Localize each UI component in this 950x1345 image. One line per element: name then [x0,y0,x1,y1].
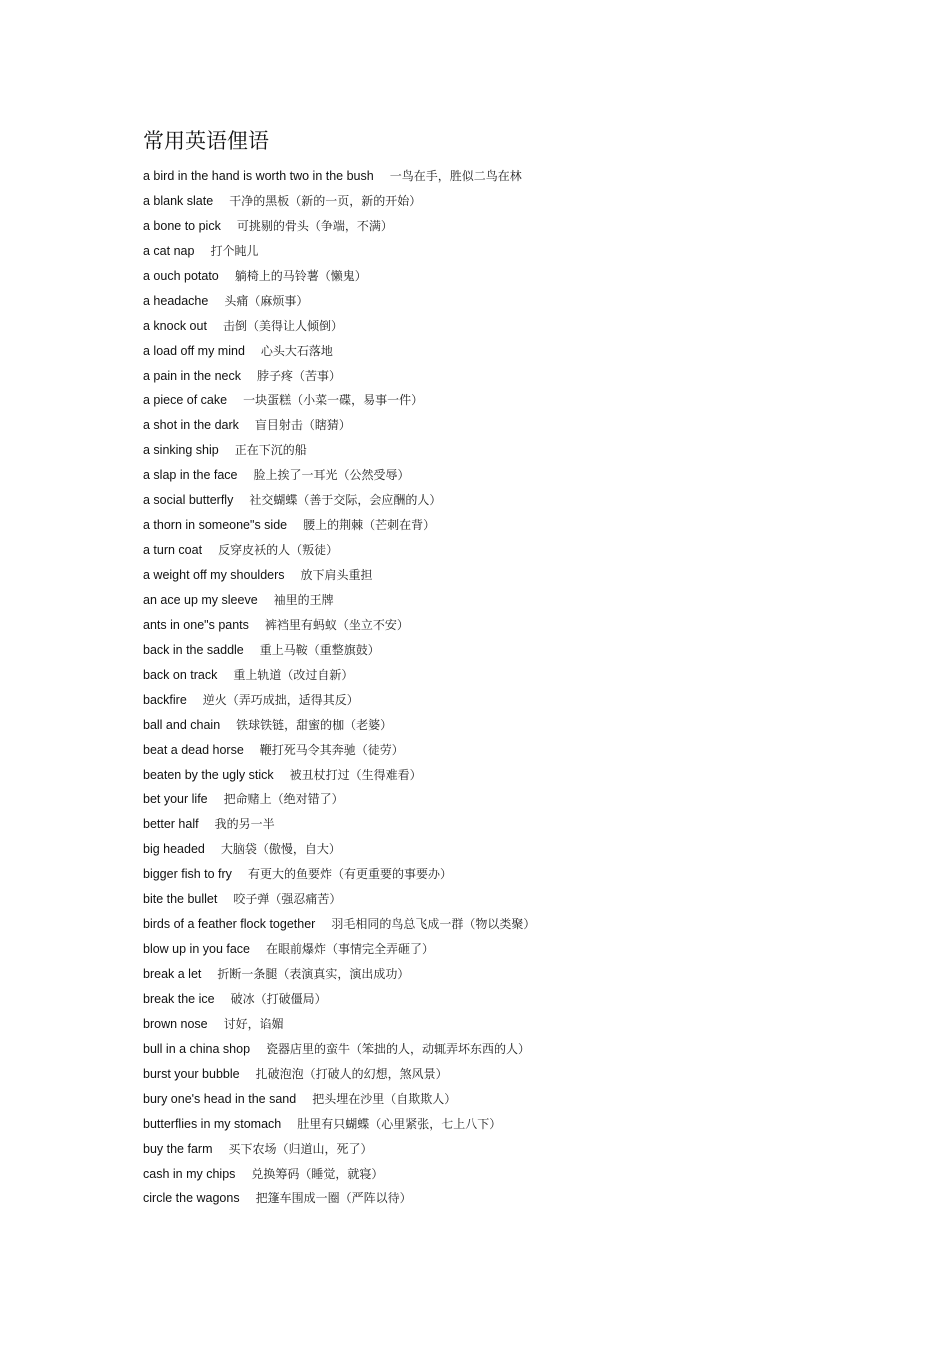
idiom-english: big headed [143,842,205,857]
idiom-english: bite the bullet [143,892,218,907]
list-item [143,862,903,887]
idiom-english: bury one's head in the sand [143,1091,297,1106]
idiom-chinese: 袖里的王牌 [273,592,334,607]
idiom-english: a weight off my shoulders [143,568,285,582]
idiom-chinese: 鞭打死马令其奔驰（徒劳） [259,742,404,757]
idiom-english: a load off my mind [143,343,245,358]
list-item [143,239,903,264]
idiom-english: bet your life [143,792,208,807]
idiom-chinese: 打个盹儿 [210,243,259,258]
idiom-english: buy the farm [143,1141,213,1156]
idiom-chinese: 干净的黑板（新的一页，新的开始） [229,193,422,208]
list-item [143,613,903,638]
list-item [143,289,903,314]
list-item [143,463,903,488]
idiom-english: back on track [143,667,218,682]
idiom-chinese: 可挑剔的骨头（争端，不满） [236,218,393,233]
idiom-english: beat a dead horse [143,742,244,757]
idiom-chinese: 折断一条腿（表演真实，演出成功） [217,967,410,981]
idiom-chinese: 有更大的鱼要炸（有更重要的事要办） [247,867,452,882]
list-item [143,438,903,463]
list-item [143,1012,903,1037]
idiom-english: a pain in the neck [143,368,241,383]
list-item [143,388,903,413]
idiom-english: butterflies in my stomach [143,1116,282,1131]
idiom-list [143,164,903,1211]
list-item [143,763,903,788]
list-item [143,962,903,987]
idiom-english: a piece of cake [143,393,228,408]
idiom-chinese: 心头大石落地 [260,343,333,358]
idiom-english: break the ice [143,991,215,1006]
idiom-chinese: 击倒（美得让人倾倒） [222,318,343,333]
idiom-english: a cat nap [143,243,195,258]
idiom-english: a sinking ship [143,443,219,458]
idiom-chinese: 一鸟在手，胜似二鸟在林 [389,169,522,183]
list-item [143,364,903,389]
list-item [143,887,903,912]
idiom-chinese: 放下肩头重担 [300,568,373,582]
idiom-english: a bone to pick [143,218,221,233]
idiom-chinese: 瓷器店里的蛮牛（笨拙的人，动辄弄坏东西的人） [266,1041,531,1056]
idiom-chinese: 脸上挨了一耳光（公然受辱） [253,468,410,483]
idiom-chinese: 反穿皮袄的人（叛徒） [218,543,339,558]
list-item [143,787,903,812]
idiom-english: better half [143,817,199,832]
idiom-english: ants in one"s pants [143,617,249,632]
idiom-english: backfire [143,692,187,707]
list-item [143,314,903,339]
idiom-english: a slap in the face [143,468,238,483]
list-item [143,513,903,538]
list-item [143,1037,903,1062]
idiom-english: burst your bubble [143,1066,240,1081]
idiom-chinese: 把头埋在沙里（自欺欺人） [312,1091,457,1106]
idiom-english: blow up in you face [143,942,251,957]
idiom-chinese: 铁球铁链，甜蜜的枷（老婆） [236,717,393,732]
list-item [143,214,903,239]
list-item [143,1137,903,1162]
idiom-english: brown nose [143,1016,208,1031]
idiom-chinese: 咬子弹（强忍痛苦） [233,892,342,907]
idiom-english: a knock out [143,318,207,333]
idiom-english: bigger fish to fry [143,867,232,882]
idiom-english: break a let [143,967,202,981]
idiom-english: bull in a china shop [143,1041,251,1056]
list-item [143,738,903,763]
idiom-chinese: 大脑袋（傲慢，自大） [220,842,341,857]
idiom-chinese: 扎破泡泡（打破人的幻想，煞风景） [255,1066,448,1081]
idiom-chinese: 脖子疼（苦事） [257,368,342,383]
list-item [143,1186,903,1211]
idiom-english: ball and chain [143,717,221,732]
idiom-english: a social butterfly [143,493,234,508]
page-title: 常用英语俚语 [143,129,269,153]
list-item [143,1112,903,1137]
idiom-chinese: 盲目射击（瞎猜） [254,418,351,433]
idiom-english: a blank slate [143,193,214,208]
list-item [143,264,903,289]
idiom-chinese: 正在下沉的船 [234,443,307,458]
idiom-chinese: 把篷车围成一圈（严阵以待） [255,1191,412,1206]
idiom-chinese: 头痛（麻烦事） [224,293,309,308]
list-item [143,812,903,837]
list-item [143,1162,903,1187]
idiom-chinese: 裤裆里有蚂蚁（坐立不安） [264,617,409,632]
idiom-english: a turn coat [143,543,203,558]
idiom-chinese: 躺椅上的马铃薯（懒鬼） [234,268,367,283]
idiom-chinese: 重上轨道（改过自新） [233,667,354,682]
list-item [143,713,903,738]
list-item [143,563,903,588]
list-item [143,413,903,438]
idiom-chinese: 把命赌上（绝对错了） [223,792,344,807]
list-item [143,164,903,189]
idiom-chinese: 我的另一半 [214,817,275,832]
idiom-english: back in the saddle [143,642,244,657]
idiom-chinese: 羽毛相同的鸟总飞成一群（物以类聚） [331,917,536,932]
idiom-english: a bird in the hand is worth two in the bush [143,169,374,183]
idiom-english: an ace up my sleeve [143,592,258,607]
idiom-chinese: 买下农场（归道山，死了） [228,1141,373,1156]
idiom-english: circle the wagons [143,1191,240,1206]
idiom-english: birds of a feather flock together [143,917,316,932]
idiom-english: a shot in the dark [143,418,239,433]
list-item [143,1062,903,1087]
list-item [143,189,903,214]
idiom-chinese: 兑换筹码（睡觉，就寝） [251,1166,384,1181]
idiom-english: a ouch potato [143,268,219,283]
list-item [143,638,903,663]
list-item [143,987,903,1012]
idiom-english: beaten by the ugly stick [143,767,274,782]
idiom-chinese: 腰上的荆棘（芒刺在背） [303,518,436,533]
list-item [143,912,903,937]
idiom-chinese: 一块蛋糕（小菜一碟，易事一件） [243,393,424,408]
list-item [143,588,903,613]
idiom-chinese: 被丑杖打过（生得难看） [289,767,422,782]
list-item [143,688,903,713]
idiom-chinese: 重上马鞍（重整旗鼓） [259,642,380,657]
idiom-chinese: 社交蝴蝶（善于交际，会应酬的人） [249,493,442,508]
idiom-chinese: 破冰（打破僵局） [230,991,327,1006]
list-item [143,1087,903,1112]
idiom-chinese: 逆火（弄巧成拙，适得其反） [202,692,359,707]
list-item [143,339,903,364]
list-item [143,937,903,962]
idiom-english: a thorn in someone"s side [143,518,288,533]
list-item [143,837,903,862]
idiom-chinese: 讨好，谄媚 [223,1016,284,1031]
idiom-chinese: 肚里有只蝴蝶（心里紧张，七上八下） [297,1116,502,1131]
list-item [143,663,903,688]
list-item [143,538,903,563]
list-item [143,488,903,513]
document-page [143,126,903,1211]
idiom-chinese: 在眼前爆炸（事情完全弄砸了） [266,942,435,957]
idiom-english: cash in my chips [143,1166,236,1181]
idiom-english: a headache [143,293,209,308]
